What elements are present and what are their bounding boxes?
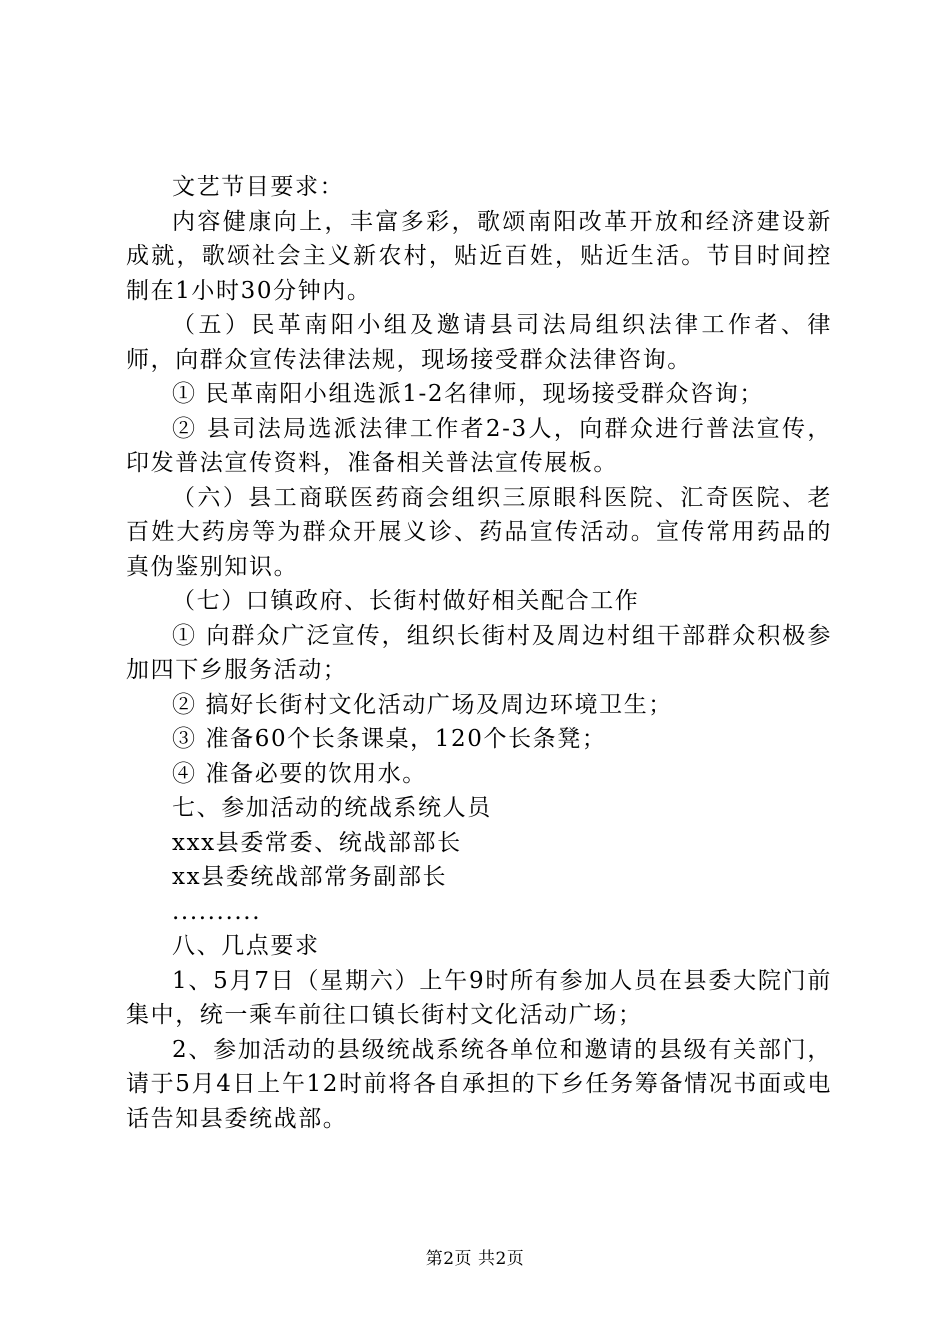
- paragraph-section-seven-item-2: ② 搞好长街村文化活动广场及周边环境卫生；: [172, 691, 673, 718]
- page-number-footer: 第2页 共2页: [425, 1249, 525, 1269]
- paragraph-personnel-1: xxx县委常委、统战部部长: [172, 829, 462, 856]
- document-body: [126, 170, 832, 1136]
- paragraph-section-five: （五）民革南阳小组及邀请县司法局组织法律工作者、律师，向群众宣传法律法规，现场接受群众法律咨询。: [126, 312, 832, 373]
- paragraph-program-content: 内容健康向上，丰富多彩，歌颂南阳改革开放和经济建设新成就，歌颂社会主义新农村，贴近百姓，贴近生活。节目时间控制在1小时30分钟内。: [126, 208, 832, 304]
- paragraph-section-five-item-1: ① 民革南阳小组选派1-2名律师，现场接受群众咨询；: [172, 381, 764, 407]
- paragraph-section-seven-item-3: ③ 准备60个长条课桌，120个长条凳；: [172, 726, 607, 752]
- paragraph-requirement-1: 1、5月7日（星期六）上午9时所有参加人员在县委大院门前集中，统一乘车前往口镇长街村文化活动广场；: [126, 967, 832, 1028]
- paragraph-requirements-heading: 八、几点要求: [172, 933, 320, 959]
- paragraph-section-six: （六）县工商联医药商会组织三原眼科医院、汇奇医院、老百姓大药房等为群众开展义诊、药品宣传活动。宣传常用药品的真伪鉴别知识。: [126, 484, 832, 580]
- paragraph-personnel-2: xx县委统战部常务副部长: [172, 864, 448, 890]
- paragraph-section-seven-item-4: ④ 准备必要的饮用水。: [172, 760, 427, 787]
- paragraph-section-seven-item-1: ① 向群众广泛宣传，组织长街村及周边村组干部群众积极参加四下乡服务活动；: [126, 622, 832, 683]
- paragraph-ellipsis: ..........: [172, 898, 262, 925]
- paragraph-personnel-heading: 七、参加活动的统战系统人员: [172, 795, 492, 821]
- paragraph-program-requirements-heading: 文艺节目要求：: [172, 174, 345, 200]
- paragraph-requirement-2: 2、参加活动的县级统战系统各单位和邀请的县级有关部门，请于5月4日上午12时前将各自承担的下乡任务筹备情况书面或电话告知县委统战部。: [126, 1036, 832, 1132]
- paragraph-section-five-item-2: ② 县司法局选派法律工作者2-3人，向群众进行普法宣传，印发普法宣传资料，准备相关普法宣传展板。: [126, 415, 832, 476]
- paragraph-section-seven: （七）口镇政府、长街村做好相关配合工作: [172, 588, 640, 614]
